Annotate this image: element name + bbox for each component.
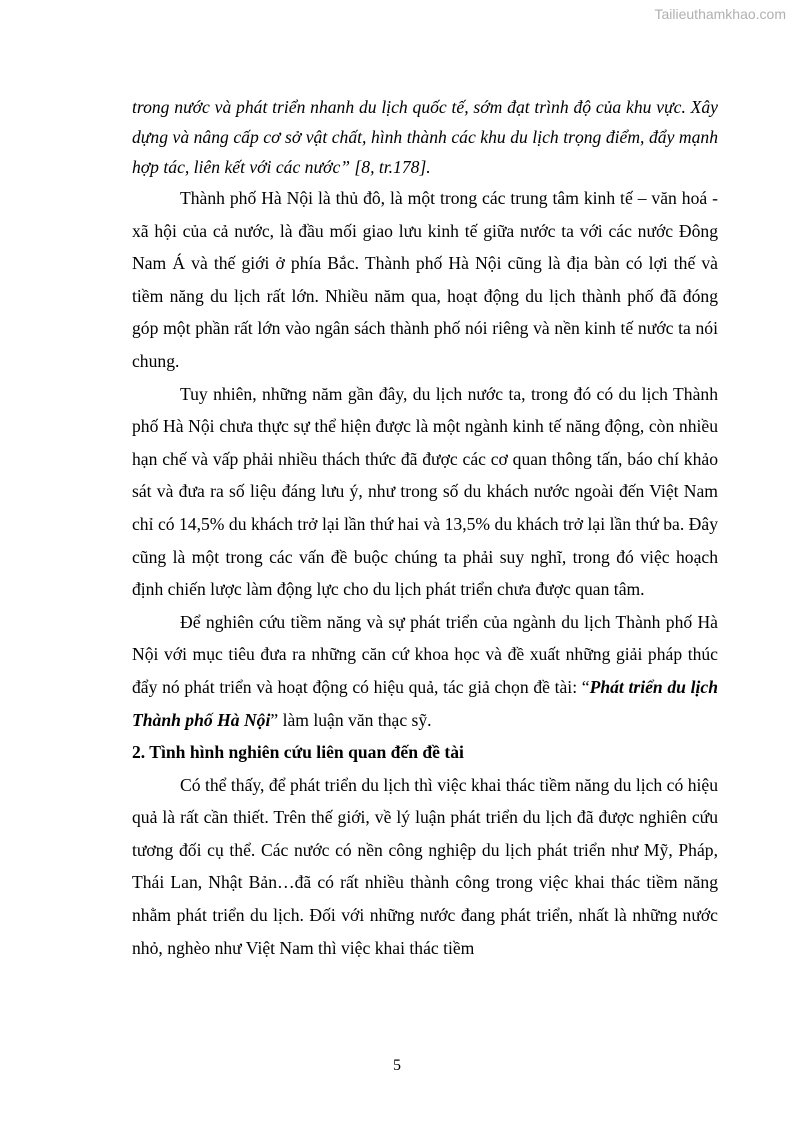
paragraph-hanoi-overview: Thành phố Hà Nội là thủ đô, là một trong các trung tâm kinh tế – văn hoá - xã hội của cả nước, là đầu mối giao lưu kinh tế giữa nước ta với các nước Đông Nam Á và thế giới ở phía Bắc. Thành phố Hà Nội cũng là địa bàn có lợi thế và tiềm năng du lịch rất lớn. Nhiều năm qua, hoạt động du lịch thành phố đã đóng góp một phần rất lớn vào ngân sách thành phố nói riêng và nền kinh tế nước ta nói chung. [132,188,718,371]
paragraph-thesis-topic [132,606,718,736]
thesis-topic-intro: Để nghiên cứu tiềm năng và sự phát triển của ngành du lịch Thành phố Hà Nội với mục tiêu đưa ra những căn cứ khoa học và đề xuất những giải pháp thúc đẩy nó phát triển và hoạt động có hiệu quả, tác giả chọn đề tài: “ [132,611,718,697]
section-heading: 2. Tình hình nghiên cứu liên quan đến đề tài [132,742,464,763]
quote-paragraph: trong nước và phát triển nhanh du lịch quốc tế, sớm đạt trình độ của khu vực. Xây dựng và nâng cấp cơ sở vật chất, hình thành các khu du lịch trọng điểm, đẩy mạnh hợp tác, liên kết với các nước” [8, tr.178]. [132,97,718,177]
paragraph-research-status: Có thể thấy, để phát triển du lịch thì việc khai thác tiềm năng du lịch có hiệu quả là rất cần thiết. Trên thế giới, về lý luận phát triển du lịch đã được nghiên cứu tương đối cụ thể. Các nước có nền công nghiệp du lịch phát triển như Mỹ, Pháp, Thái Lan, Nhật Bản…đã có rất nhiều thành công trong việc khai thác tiềm năng nhằm phát triển du lịch. Đối với những nước đang phát triển, nhất là những nước nhỏ, nghèo như Việt Nam thì việc khai thác tiềm [132,774,718,958]
document-body [132,92,718,964]
paragraph-tourism-limitations: Tuy nhiên, những năm gần đây, du lịch nước ta, trong đó có du lịch Thành phố Hà Nội chưa thực sự thể hiện được là một ngành kinh tế năng động, còn nhiều hạn chế và vấp phải nhiều thách thức đã được các cơ quan thông tấn, báo chí khảo sát và đưa ra số liệu đáng lưu ý, như trong số du khách nước ngoài đến Việt Nam chỉ có 14,5% du khách trở lại lần thứ hai và 13,5% du khách trở lại lần thứ ba. Đây cũng là một trong các vấn đề buộc chúng ta phải suy nghĩ, trong đó việc hoạch định chiến lược làm động lực cho du lịch phát triển chưa được quan tâm. [132,383,718,600]
thesis-topic-outro: ” làm luận văn thạc sỹ. [270,709,432,730]
page-number: 5 [393,1057,401,1074]
watermark: Tailieuthamkhao.com [654,6,786,22]
thesis-title: Phát triển du lịch Thành phố Hà Nội [132,676,718,730]
